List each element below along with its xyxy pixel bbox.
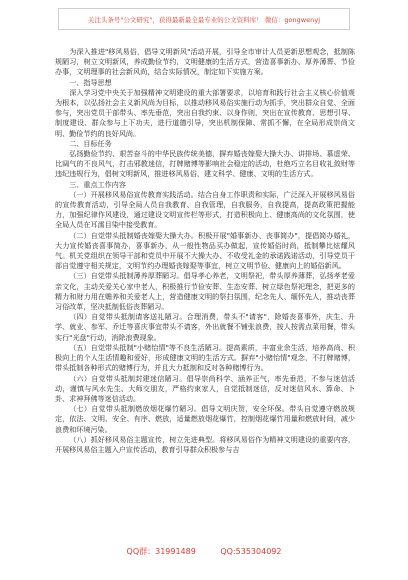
paragraph-item-8: （八）抓好移风易俗主题宣传，树立先进典型。将移风易俗作为精神文明建设的重要内容，开展移风易俗主题入户宣传活动，教育引导群众积极参与吉 [55,434,355,454]
paragraph-item-3: （三）自觉带头抵制薄养厚葬陋习。倡导孝心养老，文明祭祀，带头厚养薄葬，弘扬孝老爱亲文化，主动关爱关心家中老人，积极推行节俭安葬、生态安葬、树立绿色祭祀理念，把更多的精力和财力用在赡养和关爱老人上，营造健康文明的祭扫氛围，纪念先人、缅怀先人，推动丧葬习俗改革，坚决抵制低俗丧葬陋习。 [55,271,355,312]
section-heading-key-work: 三、重点工作内容 [69,179,126,189]
paragraph-item-6: （六）自觉带头抵制封建迷信陋习。倡导崇尚科学、涵养正气，率先垂范，不参与迷信活动，谨慎与风水先生、大师交朋友，严格约束家人，自觉抵制迷信，反对迷信风水、算命、卜卦、求神拜佛等迷信活动。 [55,373,355,403]
paragraph-goals: 弘扬勤俭节约、艰苦奋斗的中华民族传统美德，摒弃婚丧嫁娶大操大办、讲排场、慕虚荣、比阔气的不良风气，打击邪教迷信，打牌赌博等影响社会稳定的活动，杜绝巧立名目收礼敛财等违纪违规行为，倡树文明新风，推进移风易俗，建文科学、健康、文明的生活方式。 [55,149,355,179]
paragraph-item-4: （四）自觉带头抵制请客送礼陋习。合理消费，带头不"请客"，除婚丧喜事外，庆生、升学、就业、参军、乔迁等喜庆事宜带头不请客，外出就餐不铺张浪费，按人按需点菜用餐，带头实行"光盘"行动，消除浪费现象。 [55,312,355,342]
qq-group-text: QQ群：31991489 [126,547,196,556]
paragraph-item-5: （五）自觉带头抵制"小赌怡情"等不良生活陋习。提高素质，丰富业余生活，培养高尚、积极向上的个人生活情趣和爱好，形成健康文明的生活方式。摒弃"小赌怡情"观念，不打牌赌博，带头抵制各种形式的赌博行为，并且大力抵制和反对各种赌博行为。 [55,342,355,373]
paragraph-intro: 为深入推进"移风易俗，倡导文明新风"活动开展，引导全市审计人员更新思想观念，抵制陈规陋习，树立文明新风，养成勤俭节约，文明健康的生活方式，营造喜事新办、厚养薄葬、节俭办事，文明理事的社会新风尚，结合实际情况，制定如下实施方案。 [55,47,355,77]
qq-contact-text: QQ:535304092 [220,547,282,556]
paragraph-item-2: （二）自觉带头抵制婚丧嫁娶大操大办。积极开展"婚事新办、丧事简办"，提倡简办婚礼，大力宣传婚丧喜事简办，喜事新办，从一般性物品买办做起，宣传婚俗时尚，抵制攀比炫耀风气。机关党组织在领导干部和党员中开展不大操大办、不收受礼金的承诺践诺活动，引导党员干部自觉遵守相关规定，文明节约办理婚丧嫁娶等事宜，树立文明节俭、健康向上的婚俗新风。 [55,230,355,271]
paragraph-item-1: （一）开展移风易俗宣传教育实践活动。结合自身工作职责和实际，广泛深入开展移风易俗的宣传教育活动，引导全局人员自我教育、自我管理，自我服务，自我提高，提高政策把握能力，加强纪律作风建设，通过建设文明宣传栏等形式，打造积极向上、健康高尚的文化氛围，使全局人员在耳濡目染中接受教育。 [55,189,355,230]
contact-footer [0,546,408,557]
section-heading-guiding-ideology: 一、指导思想 [69,77,112,87]
promo-banner: 关注头条号"公文研究"，获得最新最全最专业的公文资料库！ 微信：gongwenyj [58,8,350,30]
document-body [55,47,355,455]
section-heading-goals: 二、目标任务 [69,138,112,148]
paragraph-guiding-ideology: 深入学习党中央关于加强精神文明建设的重大部署要求，以培育和践行社会主义核心价值观为根本，以弘扬社会主义新风尚为目标，以推动移风易俗实施行动为抓手，突出群众自觉、全面参与，突出党员干部带头、率先垂范，突出自我约束、以身作则，突出在宣传教育、思想引导、制度建设、群众参与上下功夫，进行道德引导，突出机制保障、常抓不懈，在全局形成崇尚文明、勤俭节约的良好风尚。 [55,87,355,138]
paragraph-item-7: （七）自觉带头抵制燃放烟花爆竹陋习。倡导文明庆贺，安全环保。带头自觉遵守燃放规定，依法、文明、安全、有序、燃放，适量燃放烟花爆竹，控制烟花爆竹用量和燃放时间，减少浪费和环境污染。 [55,404,355,434]
